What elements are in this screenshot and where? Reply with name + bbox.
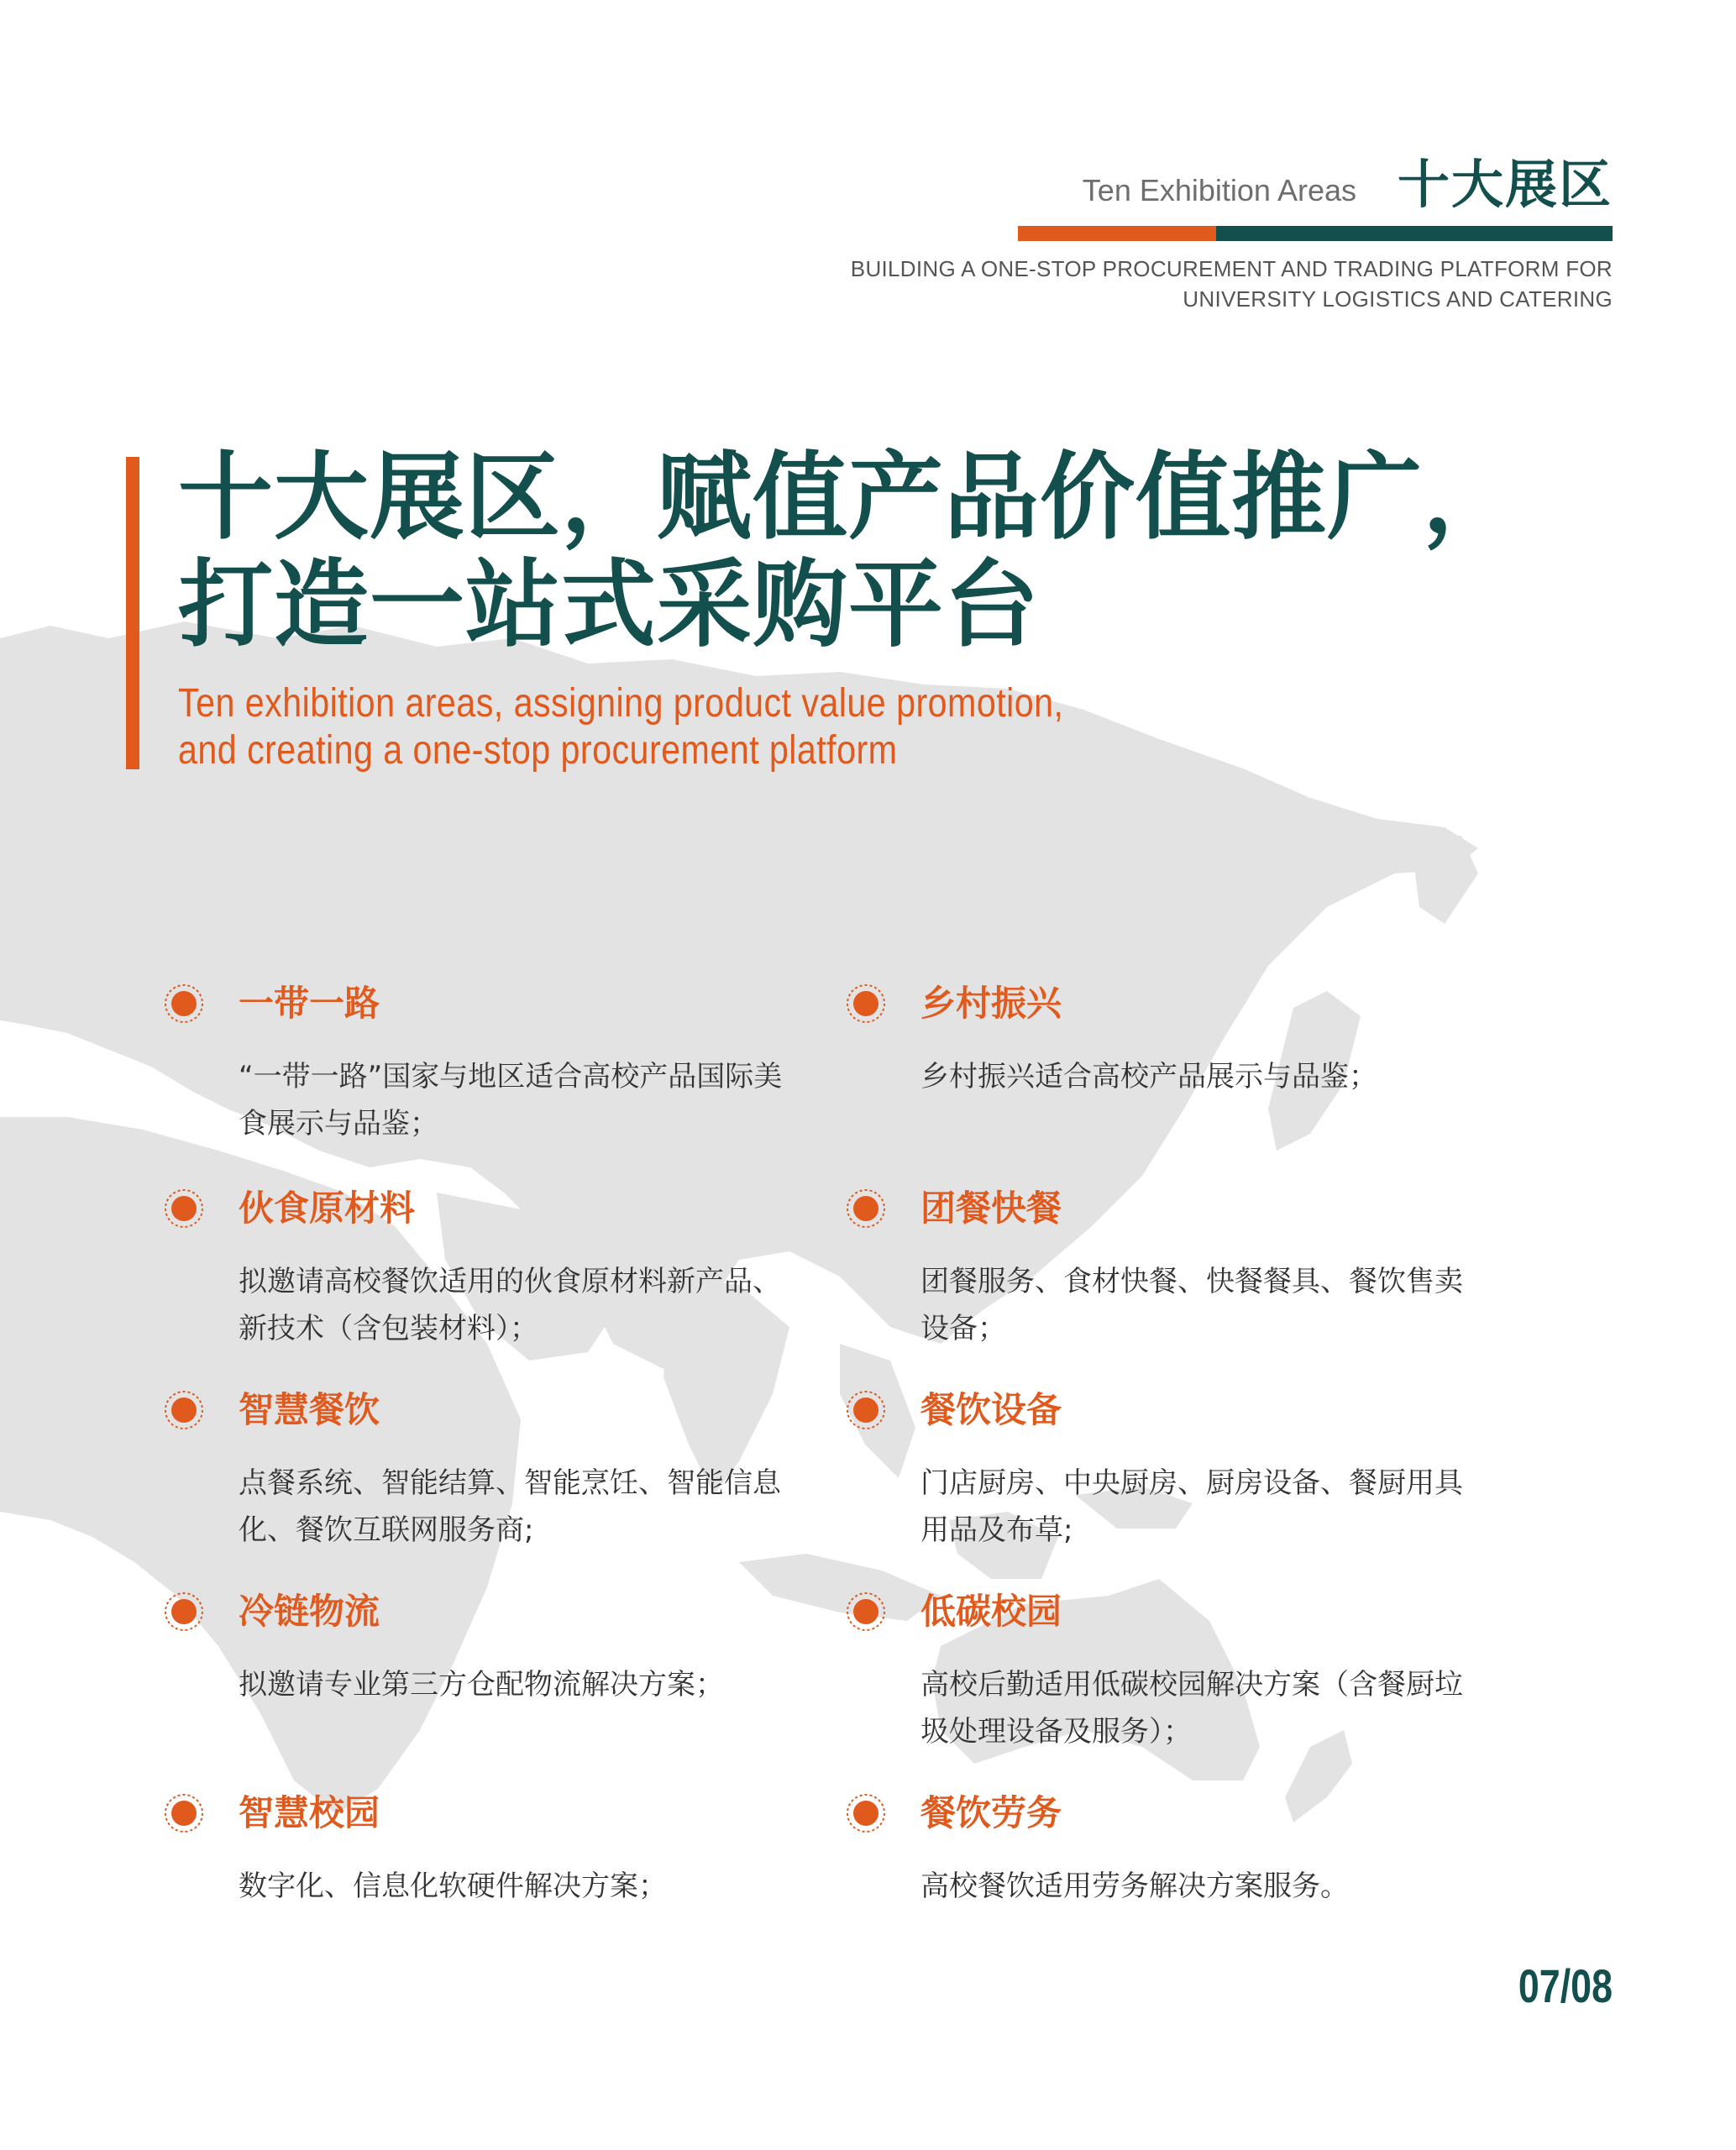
header-divider-teal [1216, 226, 1613, 241]
area-item [857, 1789, 1461, 1910]
orange-dot-icon [845, 983, 887, 1025]
area-name: 冷链物流 [239, 1591, 380, 1632]
area-item [175, 1386, 779, 1554]
area-name: 一带一路 [239, 983, 380, 1024]
section-title-en: Ten Exhibition Areas [1082, 173, 1356, 207]
orange-dot-icon [845, 1591, 887, 1633]
main-title-en-line-1: Ten exhibition areas, assigning product value promotion, [178, 681, 1064, 726]
area-name: 智慧校园 [239, 1792, 380, 1833]
orange-dot-icon [845, 1792, 887, 1834]
area-description: 门店厨房、中央厨房、厨房设备、餐厨用具用品及布草; [920, 1466, 1463, 1547]
main-title-cn-line-2: 打造一站式采购平台 [178, 549, 1040, 660]
orange-dot-icon [163, 1792, 205, 1834]
header-divider-orange [1018, 226, 1216, 241]
orange-dot-icon [163, 1389, 205, 1431]
area-name: 乡村振兴 [920, 983, 1062, 1024]
area-description: 团餐服务、食材快餐、快餐餐具、餐饮售卖设备； [920, 1265, 1463, 1345]
tagline-line-1: BUILDING A ONE-STOP PROCUREMENT AND TRADING PLATFORM FOR [850, 256, 1613, 281]
area-name: 餐饮劳务 [920, 1792, 1062, 1833]
tagline-line-2: UNIVERSITY LOGISTICS AND CATERING [1183, 286, 1613, 312]
area-description: 拟邀请高校餐饮适用的伙食原材料新产品、新技术（含包装材料）； [239, 1265, 781, 1345]
area-name: 低碳校园 [920, 1591, 1062, 1632]
main-title-cn [178, 442, 1518, 660]
area-description: 乡村振兴适合高校产品展示与品鉴； [920, 1060, 1377, 1093]
orange-dot-icon [163, 1591, 205, 1633]
area-item [175, 979, 783, 1147]
main-title-en [178, 680, 1261, 774]
area-description: 数字化、信息化软硬件解决方案； [239, 1869, 667, 1903]
area-item [175, 1587, 779, 1708]
area-item [175, 1184, 779, 1352]
area-description: “一带一路”国家与地区适合高校产品国际美食展示与品鉴； [239, 1060, 783, 1141]
orange-dot-icon [163, 983, 205, 1025]
header-tagline [798, 254, 1613, 314]
orange-dot-icon [845, 1389, 887, 1431]
area-item [857, 979, 1461, 1100]
main-title-en-line-2: and creating a one-stop procurement platform [178, 728, 898, 773]
area-description: 点餐系统、智能结算、智能烹饪、智能信息化、餐饮互联网服务商; [239, 1466, 781, 1547]
main-title-cn-line-1: 十大展区，赋值产品价值推广， [178, 442, 1518, 553]
area-name: 智慧餐饮 [239, 1389, 380, 1430]
area-name: 餐饮设备 [920, 1389, 1062, 1430]
area-description: 拟邀请专业第三方仓配物流解决方案； [239, 1668, 724, 1702]
area-item [857, 1184, 1461, 1352]
section-title-cn: 十大展区 [1397, 154, 1613, 215]
orange-dot-icon [163, 1188, 205, 1230]
page-number: 07/08 [1518, 1959, 1613, 2012]
area-item [857, 1587, 1461, 1755]
area-item [857, 1386, 1461, 1554]
area-name: 团餐快餐 [920, 1188, 1062, 1229]
title-accent-bar [126, 457, 139, 769]
area-name: 伙食原材料 [239, 1188, 416, 1229]
orange-dot-icon [845, 1188, 887, 1230]
area-item [175, 1789, 779, 1910]
area-description: 高校后勤适用低碳校园解决方案（含餐厨垃圾处理设备及服务）； [920, 1668, 1463, 1749]
area-description: 高校餐饮适用劳务解决方案服务。 [920, 1869, 1349, 1903]
